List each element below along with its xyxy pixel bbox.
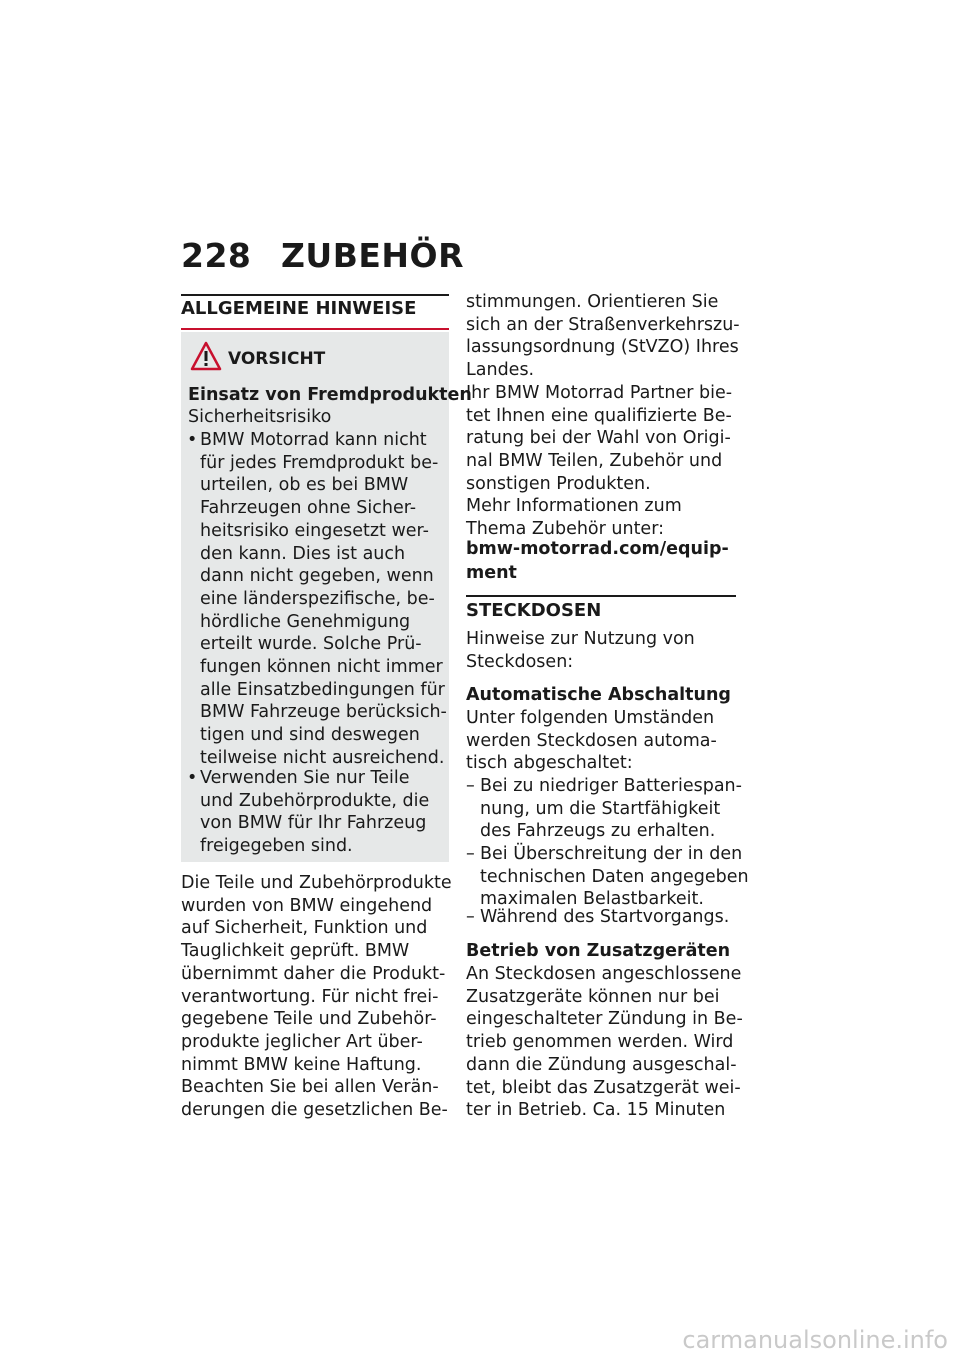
text-line: Thema Zubehör unter:: [466, 519, 664, 539]
text-line: Bei Überschreitung der in den: [480, 844, 743, 864]
text-line: wurden von BMW eingehend: [181, 895, 433, 916]
text-line: Steckdosen:: [466, 651, 574, 672]
watermark: carmanualsonline.info: [682, 1326, 948, 1354]
text-line: An Steckdosen angeschlossene: [466, 964, 742, 984]
section-heading-general: ALLGEMEINE HINWEISE: [181, 298, 417, 319]
text-line: Beachten Sie bei allen Verän-: [181, 1077, 439, 1098]
text-line: sich an der Straßenverkehrszu-: [466, 314, 740, 335]
page-header: [181, 236, 464, 275]
text-line: Tauglichkeit geprüft. BMW: [181, 941, 410, 962]
text-line: den kann. Dies ist auch: [200, 543, 406, 564]
section-rule: [181, 294, 449, 296]
text-line: übernimmt daher die Produkt-: [181, 963, 446, 984]
text-line: tigen und sind deswegen: [200, 725, 420, 746]
text-line: urteilen, ob es bei BMW: [200, 475, 409, 496]
text-line: Unter folgenden Umständen: [466, 708, 715, 728]
warning-subtitle: Einsatz von Fremdprodukten: [188, 385, 472, 405]
text-line: werden Steckdosen automa-: [466, 730, 717, 751]
warning-triangle-icon: [190, 341, 222, 371]
text-line: technischen Daten angegeben: [480, 866, 749, 887]
text-line: tet Ihnen eine qualifizierte Be-: [466, 405, 732, 426]
text-line: des Fahrzeugs zu erhalten.: [480, 821, 716, 842]
text-line: auf Sicherheit, Funktion und: [181, 918, 428, 939]
warning-title: VORSICHT: [228, 349, 326, 369]
text-line: erteilt wurde. Solche Prü-: [200, 634, 422, 655]
section-rule-2: [466, 595, 736, 597]
text-line: Während des Startvorgangs.: [480, 907, 730, 927]
text-line: eingeschalteter Zündung in Be-: [466, 1009, 743, 1030]
text-line: Verwenden Sie nur Teile: [200, 768, 410, 788]
text-line: tet, bleibt das Zusatzgerät wei-: [466, 1077, 741, 1098]
text-line: fungen können nicht immer: [200, 657, 443, 677]
text-line: für jedes Fremdprodukt be-: [200, 452, 439, 473]
text-line: hördliche Genehmigung: [200, 611, 411, 632]
text-line: lassungsordnung (StVZO) Ihres: [466, 337, 739, 358]
text-line: heitsrisiko eingesetzt wer-: [200, 520, 429, 541]
text-line: dann nicht gegeben, wenn: [200, 566, 434, 587]
text-line: maximalen Belastbarkeit.: [480, 889, 704, 910]
section-heading-sockets: STECKDOSEN: [466, 600, 602, 621]
text-line: nimmt BMW keine Haftung.: [181, 1054, 422, 1075]
page-number: 228: [181, 236, 252, 275]
text-line: gegebene Teile und Zubehör-: [181, 1009, 437, 1030]
text-line: Fahrzeugen ohne Sicher-: [200, 498, 417, 519]
text-line: ratung bei der Wahl von Origi-: [466, 428, 731, 449]
text-line: BMW Motorrad kann nicht: [200, 430, 427, 450]
text-line: derungen die gesetzlichen Be-: [181, 1100, 448, 1120]
text-line: trieb genommen werden. Wird: [466, 1032, 734, 1053]
list-marker: –: [466, 844, 475, 864]
text-line: freigegeben sind.: [200, 836, 353, 857]
text-line: ter in Betrieb. Ca. 15 Minuten: [466, 1100, 726, 1121]
subheading-auto-shutoff: Automatische Abschaltung: [466, 685, 731, 705]
text-line: nung, um die Startfähigkeit: [480, 798, 721, 819]
text-line: von BMW für Ihr Fahrzeug: [200, 813, 427, 834]
text-line: Bei zu niedriger Batteriespan-: [480, 776, 742, 796]
text-line: teilweise nicht ausreichend.: [200, 747, 445, 768]
subheading-accessories: Betrieb von Zusatzgeräten: [466, 941, 731, 961]
text-line: stimmungen. Orientieren Sie: [466, 292, 719, 312]
text-line: sonstigen Produkten.: [466, 473, 651, 494]
text-line: eine länderspezifische, be-: [200, 588, 435, 609]
text-line: Mehr Informationen zum: [466, 496, 682, 517]
text-line: dann die Zündung ausgeschal-: [466, 1054, 737, 1075]
text-line: produkte jeglicher Art über-: [181, 1031, 423, 1052]
text-line: alle Einsatzbedingungen für: [200, 679, 445, 700]
text-line: und Zubehörprodukte, die: [200, 790, 430, 811]
chapter-title: ZUBEHÖR: [281, 236, 465, 275]
list-marker: •: [187, 768, 198, 788]
text-line: Zusatzgeräte können nur bei: [466, 986, 720, 1007]
warning-rule: [181, 328, 449, 330]
text-line[interactable]: bmw-motorrad.com/equip-: [466, 539, 729, 559]
text-line: Die Teile und Zubehörprodukte: [181, 873, 452, 893]
list-marker: •: [187, 430, 198, 450]
text-line: Hinweise zur Nutzung von: [466, 629, 695, 649]
text-line: tisch abgeschaltet:: [466, 753, 633, 774]
text-line: verantwortung. Für nicht frei-: [181, 986, 439, 1007]
text-line: Ihr BMW Motorrad Partner bie-: [466, 382, 733, 403]
list-marker: –: [466, 776, 475, 796]
text-line: Landes.: [466, 360, 535, 381]
text-line: nal BMW Teilen, Zubehör und: [466, 450, 723, 471]
text-line: BMW Fahrzeuge berücksich-: [200, 702, 447, 723]
list-marker: –: [466, 907, 475, 927]
warning-risk: Sicherheitsrisiko: [188, 407, 332, 427]
text-line[interactable]: ment: [466, 563, 517, 583]
